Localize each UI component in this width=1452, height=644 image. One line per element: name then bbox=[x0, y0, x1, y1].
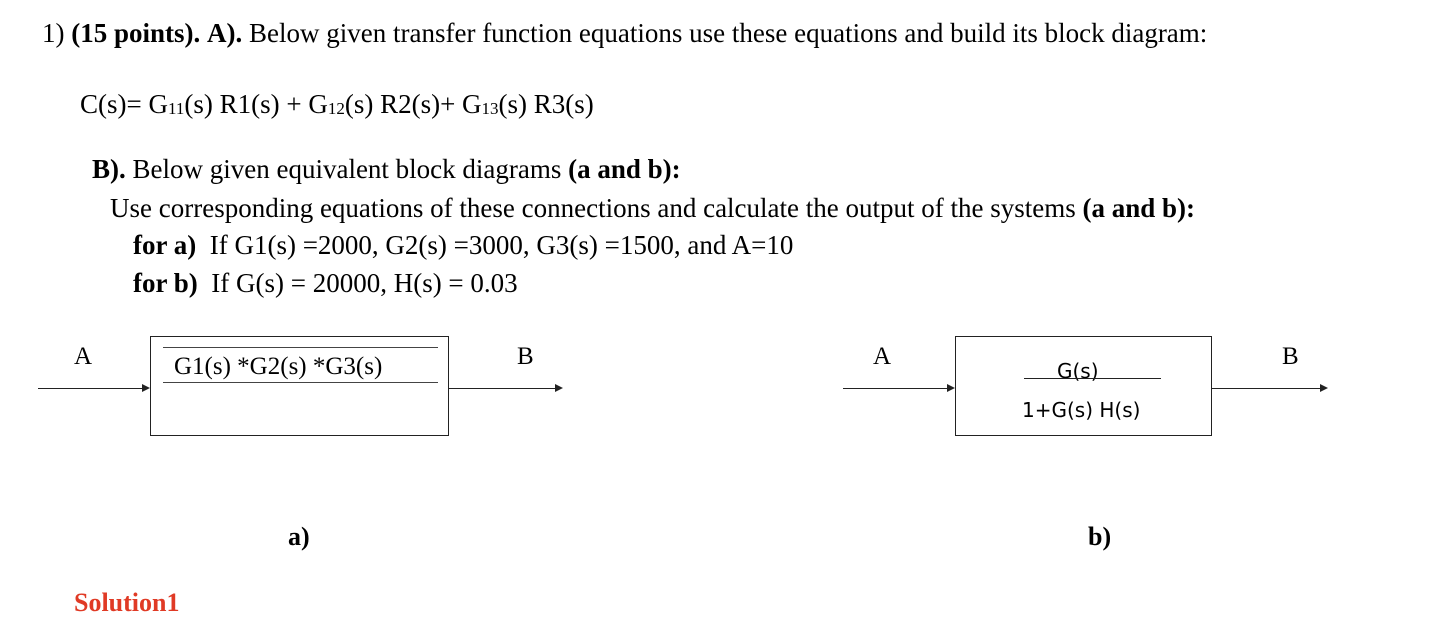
diagram-b-fraction-bar bbox=[1024, 378, 1161, 379]
equation-term-3: (s) R3(s) bbox=[498, 89, 594, 119]
equation-sub-12: 12 bbox=[327, 99, 345, 118]
instruction-line bbox=[110, 195, 1195, 222]
part-b-text: Below given equivalent block diagrams bbox=[125, 154, 569, 184]
diagram-a-output-arrowhead bbox=[555, 384, 563, 392]
diagram-b-output-label: B bbox=[1282, 343, 1299, 370]
for-a-label: for a) bbox=[133, 230, 197, 260]
for-b-values: If G(s) = 20000, H(s) = 0.03 bbox=[211, 268, 518, 298]
question-number: 1) bbox=[42, 18, 65, 48]
question-points: (15 points). bbox=[71, 18, 201, 48]
given-values-b bbox=[133, 270, 518, 297]
for-a-values: If G1(s) =2000, G2(s) =3000, G3(s) =1500, and A=10 bbox=[209, 230, 794, 260]
solution-heading: Solution1 bbox=[74, 588, 180, 617]
diagram-a-input-arrowhead bbox=[142, 384, 150, 392]
instruction-text: Use corresponding equations of these connections and calculate the output of the systems bbox=[110, 193, 1083, 223]
given-values-a bbox=[133, 232, 793, 259]
transfer-function-equation bbox=[80, 91, 594, 118]
diagram-a-output-arrow bbox=[449, 388, 555, 389]
part-a-label: A). bbox=[207, 18, 243, 48]
diagram-a-bottom-rule bbox=[163, 382, 438, 383]
diagram-b-caption: b) bbox=[1088, 522, 1112, 551]
diagram-a-output-label: B bbox=[517, 343, 534, 370]
diagram-b-output-arrow bbox=[1212, 388, 1322, 389]
part-a-text: Below given transfer function equations use these equations and build its block diagram: bbox=[242, 18, 1208, 48]
diagram-b-input-arrow bbox=[843, 388, 947, 389]
part-b-label: B). bbox=[92, 154, 126, 184]
equation-term-2: (s) R2(s)+ G bbox=[344, 89, 482, 119]
diagram-b-input-arrowhead bbox=[947, 384, 955, 392]
equation-lhs: C(s)= G bbox=[80, 89, 168, 119]
diagram-b-numerator: G(s) bbox=[1057, 359, 1099, 383]
instruction-bold: (a and b): bbox=[1082, 193, 1196, 223]
diagram-a-top-rule bbox=[163, 347, 438, 348]
equation-sub-13: 13 bbox=[481, 99, 499, 118]
question-heading bbox=[42, 20, 1207, 47]
diagram-b-input-label: A bbox=[873, 343, 892, 370]
diagram-a-block bbox=[150, 336, 449, 436]
part-b-bold: (a and b): bbox=[568, 154, 681, 184]
diagram-b-denominator: 1+G(s) H(s) bbox=[1022, 398, 1141, 422]
part-b-heading bbox=[92, 156, 681, 183]
diagram-b-output-arrowhead bbox=[1320, 384, 1328, 392]
diagram-a-input-arrow bbox=[38, 388, 142, 389]
equation-term-1: (s) R1(s) + G bbox=[184, 89, 328, 119]
diagram-a-input-label: A bbox=[74, 343, 93, 370]
for-b-label: for b) bbox=[133, 268, 198, 298]
diagram-a-caption: a) bbox=[288, 522, 310, 551]
diagram-a-block-text: G1(s) *G2(s) *G3(s) bbox=[174, 353, 383, 380]
equation-sub-11: 11 bbox=[167, 99, 185, 118]
